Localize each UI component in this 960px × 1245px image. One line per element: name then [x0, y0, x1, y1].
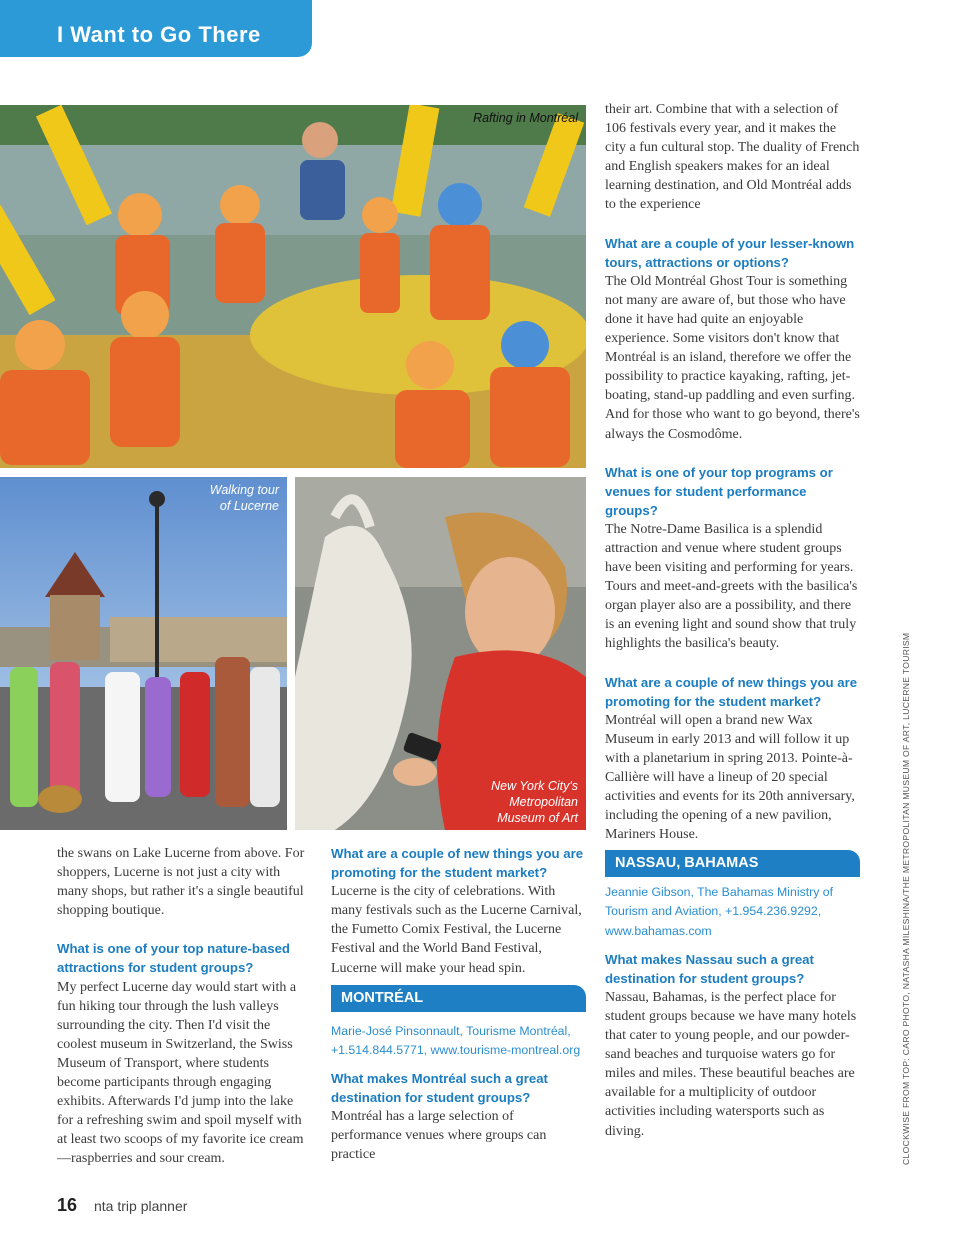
montreal-contact — [331, 1022, 586, 1060]
col3-question-1: What are a couple of your lesser-known tours, attractions or options? — [605, 235, 855, 270]
column-1 — [57, 844, 312, 1169]
col1-answer-1: My perfect Lucerne day would start with a fun hiking tour through the lush valleys surrounding the city. Then I'd visit the coolest museum in Switzerland, the Swiss Museum of Transport, where students become participants through engaging exhibits. Afterwards I'd jump into the lake for a refreshing swim and spoil myself with at least two scoops of my favorite ice cream—raspberries and sour cream. — [57, 979, 304, 1167]
museum-caption-line1: New York City's — [491, 779, 578, 793]
col2-answer-2: Montréal has a large selection of performance venues where groups can practice — [331, 1109, 547, 1163]
lucerne-caption — [210, 482, 279, 514]
col3-answer-4: Nassau, Bahamas, is the perfect place for student groups because we have many hotels that cater to young people, and our powder-sand beaches and turquoise waters go for miles and miles. These beautiful beaches are available for a multiplicity of outdoor activities including watersports such as diving. — [605, 989, 857, 1139]
col1-intro: the swans on Lake Lucerne from above. For shoppers, Lucerne is not just a city with many shops, but rather it's a single beautiful shopping boutique. — [57, 846, 305, 919]
montreal-contact-web[interactable]: www.tourisme-montreal.org — [430, 1042, 581, 1057]
rafting-caption: Rafting in Montréal — [473, 111, 578, 125]
col2-question-2: What makes Montréal such a great destination for student groups? — [331, 1070, 548, 1105]
lucerne-caption-line2: of Lucerne — [219, 499, 279, 513]
col3-question-4: What makes Nassau such a great destination for student groups? — [605, 951, 814, 986]
museum-caption — [491, 778, 578, 826]
col3-answer-2: The Notre-Dame Basilica is a splendid attraction and venue where student groups have been visiting and performing for years. Tours and meet-and-greets with the basilica's organ player also are a possibility, and there is an evening light and sound show that truly highlights the basilica's beauty. — [605, 521, 858, 652]
lucerne-photo — [0, 477, 287, 830]
montreal-contact-phone: +1.514.844.5771, — [331, 1042, 428, 1057]
rafting-photo — [0, 105, 586, 468]
publication-name: nta trip planner — [94, 1198, 188, 1214]
column-3 — [605, 100, 860, 1141]
lucerne-caption-line1: Walking tour — [209, 483, 279, 497]
section-tab — [0, 0, 312, 57]
page-number: 16 — [57, 1195, 78, 1215]
col2-answer-1: Lucerne is the city of celebrations. With many festivals such as the Lucerne Carnival, the Fumetto Comix Festival, the Lucerne Festival and the World Band Festival, Lucerne will make your head spin. — [331, 884, 582, 976]
nassau-contact-web[interactable]: www.bahamas.com — [605, 923, 712, 938]
col2-question-1: What are a couple of new things you are promoting for the student market? — [331, 846, 584, 881]
col1-question-1: What is one of your top nature-based attractions for student groups? — [57, 941, 290, 976]
lucerne-illustration — [0, 477, 287, 830]
col3-question-3: What are a couple of new things you are promoting for the student market? — [605, 674, 858, 709]
museum-caption-line2: Metropolitan — [509, 795, 578, 809]
col3-answer-3: Montréal will open a brand new Wax Museum in early 2013 and will follow it up with a planetarium in spring 2013. Pointe-à-Callière will have a lineup of 20 special activities and events for its 20th anniversary, including the opening of a new pavilion, Mariners House. — [605, 712, 855, 843]
nassau-contact-text: Jeannie Gibson, The Bahamas Ministry of Tourism and Aviation, +1.954.236.9292, — [605, 885, 834, 919]
col3-answer-1: The Old Montréal Ghost Tour is something not many are aware of, but those who have done it have had quite an enjoyable experience. Some visitors don't know that Montréal is an island, therefore we offer the possibility to practice kayaking, rafting, jet-boating, stand-up paddling and even surfing. And for those who want to go beyond, there's always the Cosmodôme. — [605, 273, 860, 442]
col3-question-2: What is one of your top programs or venues for student performance groups? — [605, 464, 833, 518]
museum-caption-line3: Museum of Art — [497, 811, 578, 825]
photo-credit: CLOCKWISE FROM TOP: CARO PHOTO, NATASHA MILESHINA/THE METROPOLITAN MUSEUM OF ART, LUCERNE TOURISM — [901, 632, 911, 1165]
montreal-section-bar: MONTRÉAL — [331, 985, 586, 1012]
montreal-contact-name: Marie-José Pinsonnault, Tourisme Montréal, — [331, 1023, 571, 1038]
col3-intro: their art. Combine that with a selection of 106 festivals every year, and it makes the city a fun cultural stop. The duality of French and English speakers makes for an ideal learning destination, and Old Montréal adds to the experience — [605, 102, 860, 213]
section-title: I Want to Go There — [57, 22, 261, 47]
rafting-illustration — [0, 105, 586, 468]
nassau-contact — [605, 883, 860, 940]
nassau-section-bar: NASSAU, BAHAMAS — [605, 850, 860, 877]
museum-photo — [295, 477, 586, 830]
column-2 — [331, 844, 586, 1164]
